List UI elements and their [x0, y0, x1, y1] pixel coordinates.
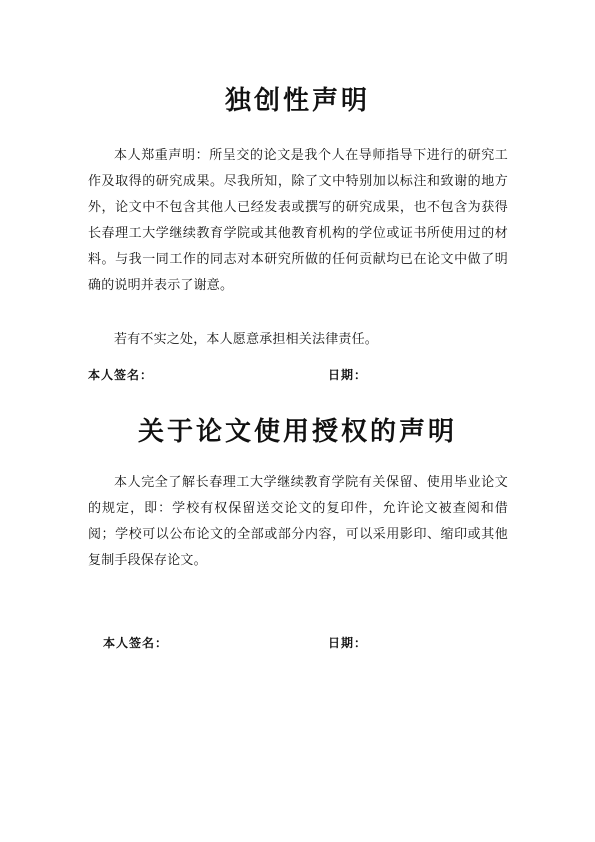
legal-responsibility-paragraph: 若有不实之处，本人愿意承担相关法律责任。	[114, 332, 379, 347]
declaration-date-label: 日期：	[328, 368, 368, 382]
authorization-declaration-title: 关于论文使用授权的声明	[137, 417, 457, 447]
originality-declaration-title: 独创性声明	[224, 86, 370, 116]
authorization-paragraph: 本人完全了解长春理工大学继续教育学院有关保留、使用毕业论文的规定，即：学校有权保留送交论文的复印件，允许论文被查阅和借阅；学校可以公布论文的全部或部分内容，可以采用影印、缩印或其他复制手段保存论文。	[88, 475, 508, 568]
authorization-signature-label: 本人签名：	[103, 636, 169, 650]
declaration-signature-label: 本人签名：	[88, 368, 154, 382]
originality-declaration-paragraph: 本人郑重声明：所呈交的论文是我个人在导师指导下进行的研究工作及取得的研究成果。尽我所知，除了文中特别加以标注和致谢的地方外，论文中不包含其他人已经发表或撰写的研究成果，也不包含为获得长春理工大学继续教育学院或其他教育机构的学位或证书所使用过的材料。与我一同工作的同志对本研究所做的任何贡献均已在论文中做了明确的说明并表示了谢意。	[88, 148, 508, 293]
authorization-date-label: 日期：	[328, 636, 368, 650]
